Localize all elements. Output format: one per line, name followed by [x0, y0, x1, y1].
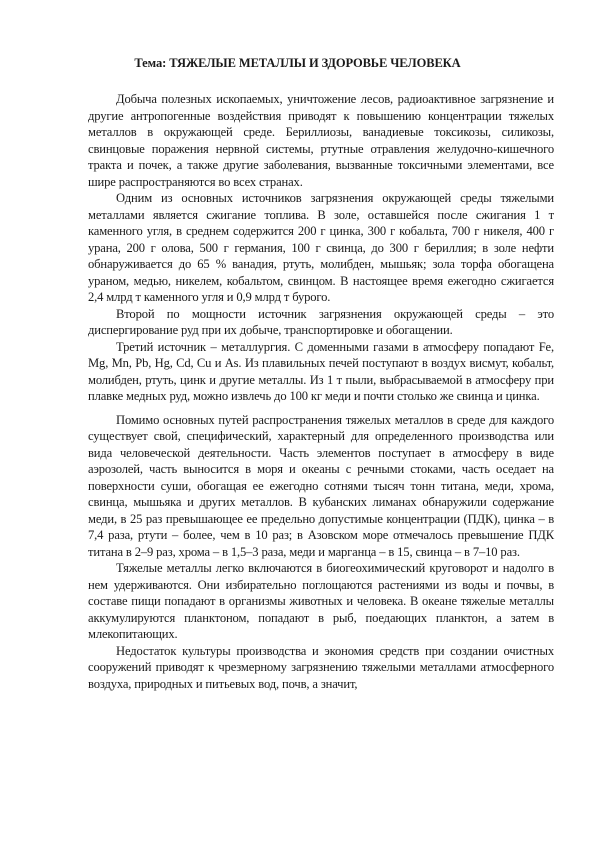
paragraph: Тяжелые металлы легко включаются в биогеохимический круговорот и надолго в нем удерживаются. Они избирательно поглощаются растениями из воды и почвы, в составе пищи попадают в организмы животных и человека. В океане тяжелые металлы аккумулируются планктоном, попадают в рыб, поедающих планктон, а затем в млекопитающих. — [88, 561, 554, 641]
paragraph: Второй по мощности источник загрязнения окружающей среды – это диспергирование руд при их добыче, транспортировке и обогащении. — [88, 306, 554, 337]
paragraph: Недостаток культуры производства и экономия средств при создании очистных сооружений приводят к чрезмерному загрязнению тяжелыми металлами атмосферного воздуха, природных и питьевых вод, почв, а значит, — [88, 643, 554, 691]
paragraph: Одним из основных источников загрязнения окружающей среды тяжелыми металлами является сжигание топлива. В золе, оставшейся после сжигания 1 т каменного угля, в среднем содержится 200 г цинка, 300 г кобальта, 700 г никеля, 400 г урана, 200 г олова, 500 г германия, 100 г свинца, до 300 г бериллия; в золе нефти обнаруживается до 65 % ванадия, ртуть, молибден, мышьяк; зола торфа обогащена ураном, медью, никелем, кобальтом, свинцом. В настоящее время ежегодно сжигается 2,4 млрд т каменного угля и 0,9 млрд т бурого. — [88, 191, 554, 304]
paragraph: Третий источник – металлургия. С доменными газами в атмосферу попадают Fe, Mg, Mn, Pb, Hg, Cd, Cu и As. Из плавильных печей поступают в воздух висмут, кобальт, молибден, ртуть, цинк и другие металлы. Из 1 т пыли, выбрасываемой в атмосферу при плавке медных руд, можно извлечь до 100 кг меди и почти столько же свинца и цинка. — [88, 339, 554, 403]
paragraph: Помимо основных путей распространения тяжелых металлов в среде для каждого существует свой, специфический, характерный для определенного производства или вида человеческой деятельности. Часть элементов поступает в атмосферу в виде аэрозолей, часть выносится в моря и океаны с речными стоками, часть оседает на поверхности суши, обогащая ее ежегодно сотнями тысяч тонн титана, меди, хрома, свинца, мышьяка и других металлов. В кубанских лиманах обнаружили содержание меди, в 25 раз превышающее ее предельно допустимые концентрации (ПДК), цинка – в 7,4 раза, ртути – более, чем в 10 раз; в Азовском море отмечалось превышение ПДК титана в 2–9 раз, хрома – в 1,5–3 раза, меди и марганца – в 15, свинца – в 7–10 раз. — [88, 412, 554, 559]
document-body — [88, 91, 554, 692]
document-title: Тема: ТЯЖЕЛЫЕ МЕТАЛЛЫ И ЗДОРОВЬЕ ЧЕЛОВЕКА — [134, 56, 461, 70]
paragraph: Добыча полезных ископаемых, уничтожение лесов, радиоактивное загрязнение и другие антропогенные воздействия приводят к повышению концентрации тяжелых металлов в окружающей среде. Бериллиозы, ванадиевые токсикозы, силикозы, свинцовые поражения нервной системы, ртутные отравления желудочно-кишечного тракта и почек, а также другие заболевания, вызванные токсичными элементами, все шире распространяются во всех странах. — [88, 92, 554, 189]
